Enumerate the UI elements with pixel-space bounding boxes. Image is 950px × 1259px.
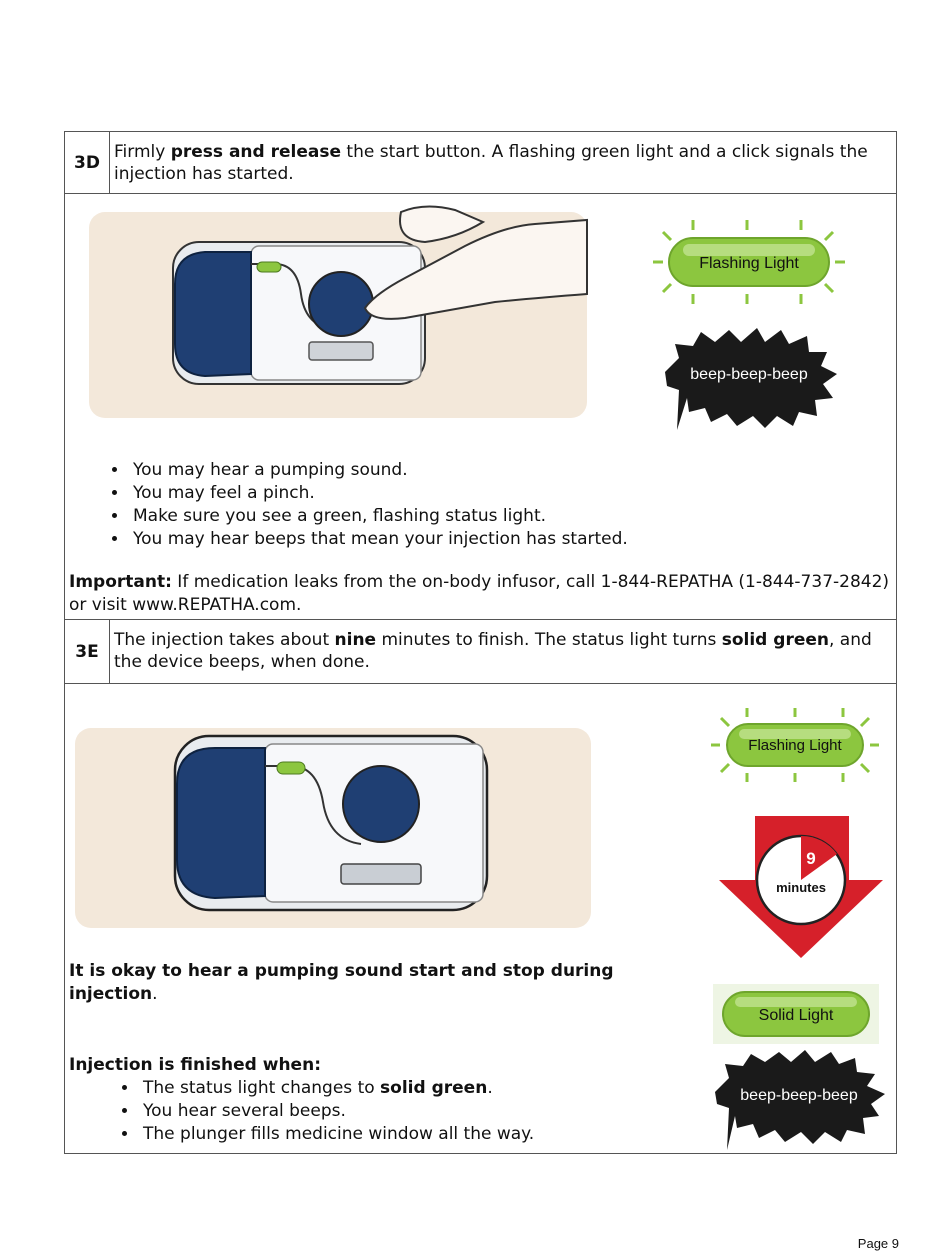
beep-starburst — [665, 328, 837, 430]
svg-text:Flashing Light: Flashing Light — [699, 255, 799, 272]
svg-text:beep-beep-beep: beep-beep-beep — [690, 366, 808, 383]
page-number: Page 9 — [857, 1236, 899, 1251]
finished-bullets — [65, 1077, 534, 1146]
solid-light-badge — [713, 984, 879, 1044]
medicine-window — [309, 342, 373, 360]
step-3e-instruction: The injection takes about nine minutes to finish. The status light turns solid green, and the device beeps, when done. — [110, 620, 897, 684]
finished-heading: Injection is finished when: — [69, 1055, 321, 1075]
instruction-table — [64, 131, 897, 1154]
list-item: • You may feel a pinch. — [129, 482, 896, 505]
flashing-light-badge — [653, 220, 845, 304]
list-item: • Make sure you see a green, flashing status light. — [129, 505, 896, 528]
list-item: • You may hear beeps that mean your injection has started. — [129, 528, 896, 551]
timer-arrow — [719, 816, 883, 958]
step-3d-illustration — [65, 194, 896, 459]
step-3d-id: 3D — [65, 132, 110, 194]
flashing-light-badge — [711, 708, 879, 782]
svg-text:Solid Light: Solid Light — [758, 1007, 834, 1024]
medicine-window-full — [341, 864, 421, 884]
step-3d-bullets — [65, 459, 896, 551]
step-3e-id: 3E — [65, 620, 110, 684]
start-button — [343, 766, 419, 842]
step-3e-body — [65, 684, 897, 1154]
beep-starburst — [715, 1050, 885, 1150]
list-item: • You may hear a pumping sound. — [129, 459, 896, 482]
svg-text:9: 9 — [806, 849, 816, 868]
start-button — [309, 272, 373, 336]
svg-text:Flashing Light: Flashing Light — [748, 737, 842, 754]
status-light — [257, 262, 281, 272]
step-3d-instruction: Firmly press and release the start button. A flashing green light and a click signals the injection has started. — [110, 132, 897, 194]
status-light-solid — [277, 762, 305, 774]
list-item: • The plunger fills medicine window all the way. — [139, 1123, 534, 1146]
important-note: Important: If medication leaks from the on-body infusor, call 1-844-REPATHA (1-844-737-2842) or visit www.REPATHA.com. — [69, 572, 890, 615]
pumping-sound-note: It is okay to hear a pumping sound start and stop during injection. — [69, 961, 614, 1004]
list-item: • You hear several beeps. — [139, 1100, 534, 1123]
device-blue-cap — [177, 748, 265, 898]
device-blue-cap — [175, 252, 251, 376]
list-item: • The status light changes to solid green. — [139, 1077, 534, 1100]
svg-text:beep-beep-beep: beep-beep-beep — [740, 1087, 858, 1104]
svg-text:minutes: minutes — [776, 880, 826, 895]
step-3d-body — [65, 194, 897, 620]
